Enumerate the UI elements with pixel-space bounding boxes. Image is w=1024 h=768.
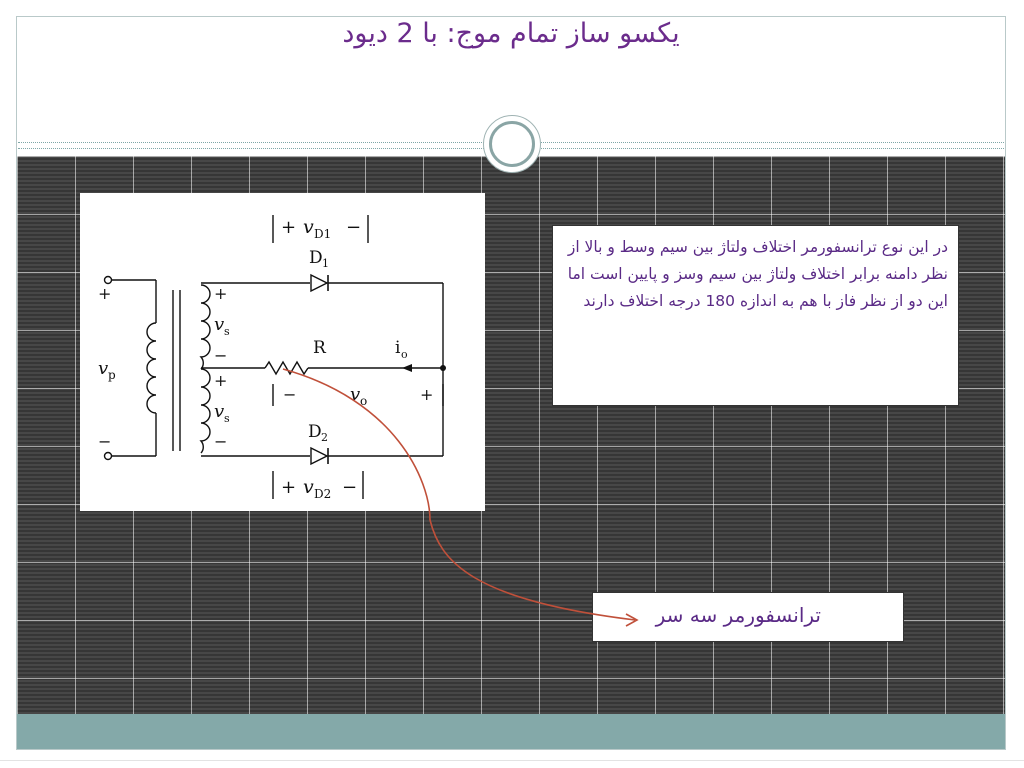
sec-minus-mid: − <box>214 346 228 365</box>
vo-subscript: o <box>360 394 368 408</box>
vd1-label: v <box>303 216 314 238</box>
vs-top-subscript: s <box>224 325 230 338</box>
vo-plus: + <box>420 385 434 404</box>
io-label: i <box>395 338 401 358</box>
d2-subscript: 2 <box>321 431 328 444</box>
d1-subscript: 1 <box>322 257 329 270</box>
description-text: در این نوع ترانسفورمر اختلاف ولتاژ بین سیم وسط و بالا از نظر دامنه برابر اختلاف ولتاژ بین سیم وسز و پایین است اما این دو از نظر فاز با هم به اندازه 180 درجه اختلاف دارند <box>567 238 948 310</box>
io-subscript: o <box>401 348 408 361</box>
slide-title: یکسو ساز تمام موج: با 2 دیود <box>342 18 680 49</box>
vp-plus: + <box>98 284 112 303</box>
sec-plus-mid: + <box>214 371 228 390</box>
vp-subscript: p <box>108 368 116 382</box>
d1-label: D <box>309 248 323 268</box>
vs-bottom-subscript: s <box>224 412 230 425</box>
resistor-label: R <box>313 338 326 358</box>
sec-minus-bot: − <box>214 432 228 451</box>
vp-minus: − <box>98 432 112 451</box>
vd2-minus: − <box>342 477 358 498</box>
sec-plus-top: + <box>214 284 228 303</box>
bottom-rule <box>0 760 1024 761</box>
vd1-subscript: D1 <box>314 227 332 241</box>
vp-label: v <box>98 358 109 379</box>
vo-label: v <box>350 384 361 405</box>
vs-bottom-label: v <box>214 401 225 422</box>
callout-label-text: ترانسفورمر سه سر <box>655 603 821 627</box>
vd2-subscript: D2 <box>314 487 332 501</box>
vs-top-label: v <box>214 314 225 335</box>
vd1-minus: − <box>346 217 362 238</box>
vd2-label: v <box>303 476 314 498</box>
connector-curve <box>283 369 635 620</box>
d2-label: D <box>308 422 322 442</box>
vd2-plus: + <box>281 477 297 498</box>
vd1-plus: + <box>281 217 297 238</box>
vo-minus: − <box>283 385 297 404</box>
